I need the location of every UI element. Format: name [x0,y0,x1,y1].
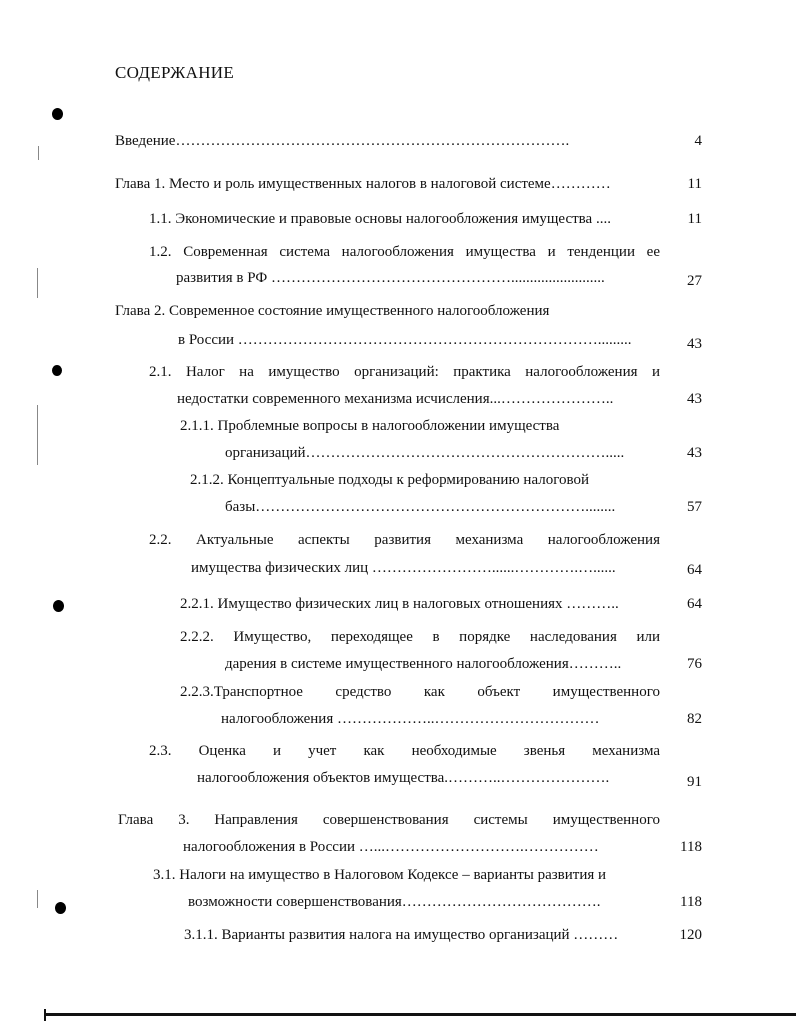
toc-page-2-2-2: 76 [687,656,702,672]
toc-entry-2-3: 2.3. Оценка и учет как необходимые звенья механизма [149,743,660,759]
punch-hole-mark [52,365,62,376]
toc-page-2-2-3: 82 [687,711,702,727]
punch-hole-mark [53,600,64,612]
toc-entry-2-1-1-cont: организаций……………………………………………………..... [225,445,625,461]
toc-entry-chapter-2-cont: в России ………………………………………………………………......... [178,332,632,348]
toc-entry-chapter-1: Глава 1. Место и роль имущественных налогов в налоговой системе………… [115,176,611,192]
toc-page-3-1: 118 [680,894,702,910]
toc-page-chapter-3: 118 [680,839,702,855]
toc-page-2-1-2: 57 [687,499,702,515]
page-title: СОДЕРЖАНИЕ [115,63,235,82]
toc-page-chapter-1: 11 [687,176,702,192]
toc-entry-2-2: 2.2. Актуальные аспекты развития механизма налогообложения [149,532,660,548]
punch-hole-mark [55,902,66,914]
toc-entry-2-2-2: 2.2.2. Имущество, переходящее в порядке наследования или [180,629,660,645]
toc-page-2-2: 64 [687,562,702,578]
toc-entry-1-1: 1.1. Экономические и правовые основы налогообложения имущества .... [149,211,611,227]
toc-entry-3-1-1: 3.1.1. Варианты развития налога на имущество организаций ……… [184,927,619,943]
toc-page-2-3: 91 [687,774,702,790]
toc-entry-2-1-2: 2.1.2. Концептуальные подходы к реформированию налоговой [190,472,590,488]
toc-entry-2-1-2-cont: базы…………………………………………………………........ [225,499,616,515]
toc-page-chapter-2: 43 [687,336,702,352]
toc-entry-2-1-cont: недостатки современного механизма исчисления...………………….. [177,391,614,407]
toc-page-2-1-1: 43 [687,445,702,461]
toc-entry-3-1: 3.1. Налоги на имущество в Налоговом Кодексе – варианты развития и [153,867,607,883]
toc-entry-2-2-3-cont: налогообложения ………………..…………………………… [221,711,600,727]
toc-entry-2-2-2-cont: дарения в системе имущественного налогообложения……….. [225,656,622,672]
scan-mark [37,268,38,298]
toc-entry-2-2-cont: имущества физических лиц ……………………......………….…...... [191,560,616,576]
toc-entry-2-2-1: 2.2.1. Имущество физических лиц в налоговых отношениях ……….. [180,596,619,612]
toc-page-2-2-1: 64 [687,596,702,612]
toc-page-1-2: 27 [687,273,702,289]
toc-page-2-1: 43 [687,391,702,407]
bottom-scan-edge [44,1013,796,1016]
toc-entry-intro: Введение……………………………………………………………………. [115,133,570,149]
scan-mark [37,405,38,465]
toc-entry-2-3-cont: налогообложения объектов имущества.………..…………………. [197,770,610,786]
punch-hole-mark [52,108,63,120]
toc-entry-chapter-2: Глава 2. Современное состояние имущественного налогообложения [115,303,550,319]
toc-entry-chapter-3-cont: налогообложения в России …...……………………….…………… [183,839,599,855]
scan-mark [37,890,38,908]
toc-entry-chapter-3: Глава 3. Направления совершенствования системы имущественного [118,812,660,828]
toc-page-1-1: 11 [687,211,702,227]
toc-entry-3-1-cont: возможности совершенствования…………………………………. [188,894,601,910]
bottom-scan-edge-corner [44,1009,46,1021]
toc-entry-1-2-cont: развития в РФ …………………………………………......................... [176,270,605,286]
toc-entry-2-1: 2.1. Налог на имущество организаций: практика налогообложения и [149,364,660,380]
toc-entry-2-2-3: 2.2.3.Транспортное средство как объект имущественного [180,684,660,700]
toc-entry-1-2: 1.2. Современная система налогообложения имущества и тенденции ее [149,244,660,260]
scan-mark [38,146,39,160]
toc-page-3-1-1: 120 [679,927,702,943]
toc-page-intro: 4 [694,133,702,149]
toc-entry-2-1-1: 2.1.1. Проблемные вопросы в налогообложении имущества [180,418,560,434]
